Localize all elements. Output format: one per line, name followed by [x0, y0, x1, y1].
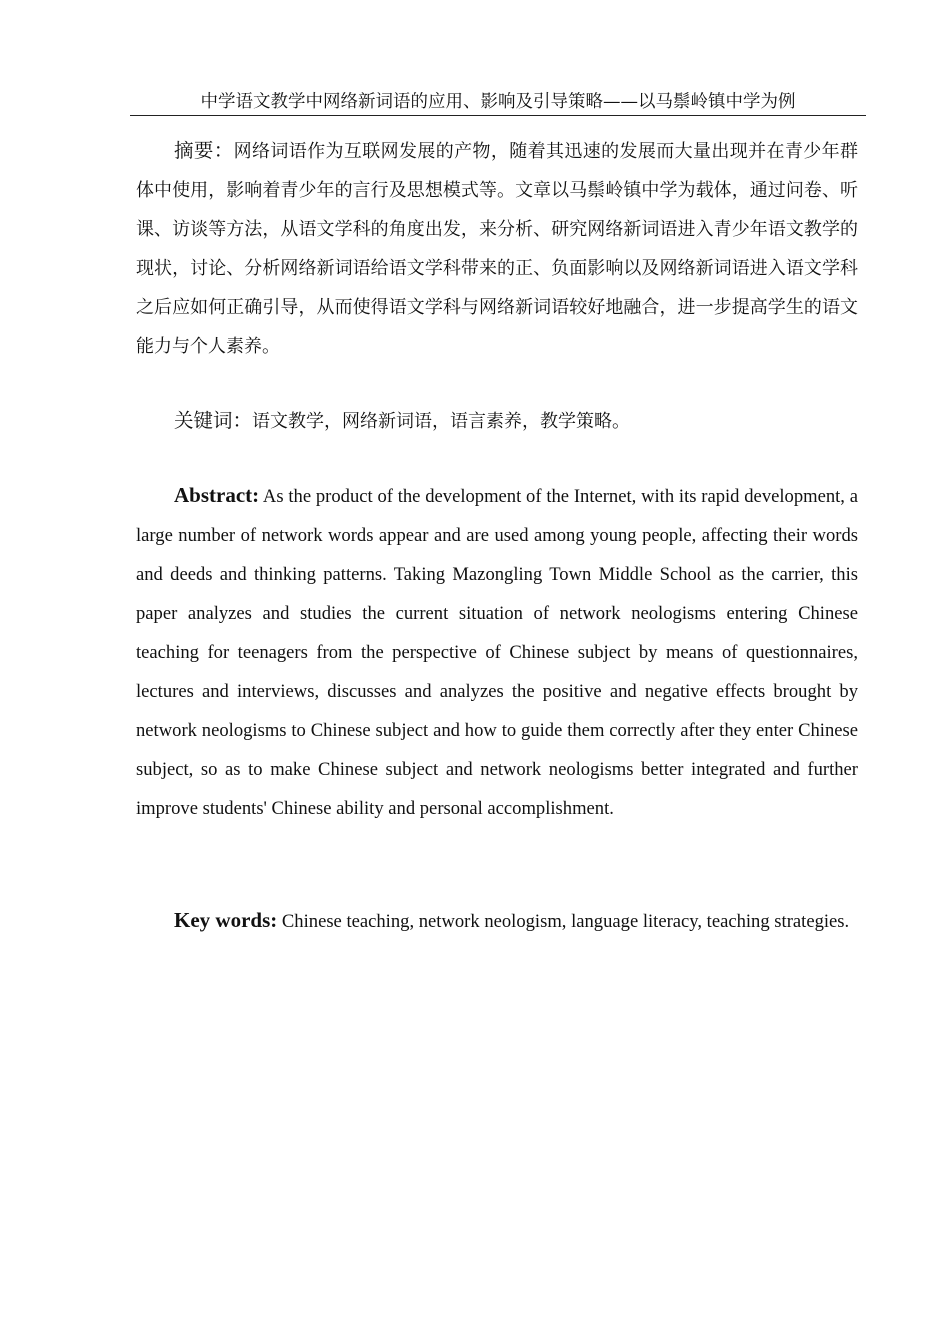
- chinese-abstract: [136, 131, 858, 366]
- running-header-title: 中学语文教学中网络新词语的应用、影响及引导策略——以马鬃岭镇中学为例: [200, 92, 796, 112]
- english-abstract-label: Abstract:: [174, 483, 260, 507]
- english-keywords: [136, 901, 858, 941]
- english-keywords-text: Chinese teaching, network neologism, language literacy, teaching strategies.: [281, 911, 850, 932]
- chinese-keywords: [136, 401, 858, 441]
- english-keywords-label: Key words:: [174, 908, 278, 932]
- chinese-keywords-text: 语文教学，网络新词语，语言素养，教学策略。: [252, 411, 631, 432]
- english-abstract-text: As the product of the development of the Internet, with its rapid development, a large number of network words appear and are used among young people, affecting their words and deeds and thinking patterns. Taking Mazongling Town Middle School as the carrier, this paper analyzes and studies the current situation of network neologisms entering Chinese teaching for teenagers from the perspective of Chinese subject by means of questionnaires, lectures and interviews, discusses and analyzes the positive and negative effects brought by network neologisms to Chinese subject and how to guide them correctly after they enter Chinese subject, so as to make Chinese subject and network neologisms better integrated and further improve students' Chinese ability and personal accomplishment.: [136, 486, 858, 819]
- english-abstract: [136, 476, 858, 828]
- chinese-keywords-label: 关键词：: [174, 409, 253, 432]
- chinese-abstract-text: 网络词语作为互联网发展的产物，随着其迅速的发展而大量出现并在青少年群体中使用，影响着青少年的言行及思想模式等。文章以马鬃岭镇中学为载体，通过问卷、听课、访谈等方法，从语文学科的角度出发，来分析、研究网络新词语进入青少年语文教学的现状，讨论、分析网络新词语给语文学科带来的正、负面影响以及网络新词语进入语文学科之后应如何正确引导，从而使得语文学科与网络新词语较好地融合，进一步提高学生的语文能力与个人素养。: [136, 141, 858, 357]
- chinese-abstract-label: 摘要：: [174, 139, 234, 162]
- header-divider: [130, 115, 866, 116]
